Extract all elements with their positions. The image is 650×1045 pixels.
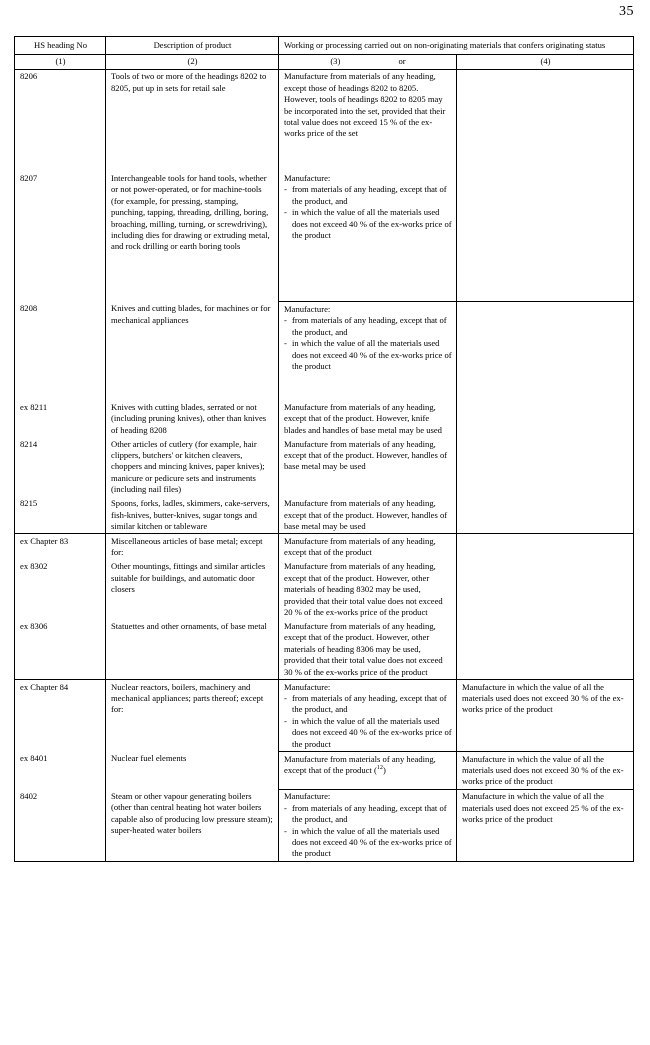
footnote-marker: 12 — [376, 764, 384, 772]
cell-alternative-rule — [457, 302, 634, 401]
cell-alternative-rule — [457, 437, 634, 497]
cell-description: Knives with cutting blades, serrated or not (including pruning knives), other than knives of heading 8208 — [106, 400, 279, 437]
cell-alternative-rule — [457, 560, 634, 620]
cell-alternative-rule: Manufacture in which the value of all the materials used does not exceed 30 % of the ex-works price of the product — [457, 752, 634, 790]
column-number-3-label: (3) — [330, 56, 341, 67]
rule-text: Manufacture from materials of any heading, except those of headings 8202 to 8205. However, tools of headings 8202 to 8205 may be incorporated into the set, provided that their total value does not exceed 15 % of the ex-works price of the set — [284, 71, 446, 139]
cell-alternative-rule: Manufacture in which the value of all the materials used does not exceed 25 % of the ex-works price of the product — [457, 789, 634, 861]
cell-hs-heading: 8206 — [15, 69, 106, 171]
cell-hs-heading: 8215 — [15, 497, 106, 534]
cell-hs-heading: 8214 — [15, 437, 106, 497]
cell-description: Miscellaneous articles of base metal; except for: — [106, 534, 279, 560]
table-header-numbers-row — [15, 55, 634, 69]
cell-working-processing — [279, 400, 457, 437]
column-or-label: or — [398, 56, 406, 67]
rule-condition-list — [284, 315, 452, 372]
cell-working-processing — [279, 437, 457, 497]
cell-description: Spoons, forks, ladles, skimmers, cake-servers, fish-knives, butter-knives, sugar tongs and similar kitchen or tableware — [106, 497, 279, 534]
rule-condition-item: - in which the value of all the materials used does not exceed 40 % of the ex-works price of the product — [284, 207, 452, 241]
table-row — [15, 680, 634, 752]
cell-alternative-rule — [457, 497, 634, 534]
cell-working-processing — [279, 752, 457, 790]
cell-working-processing — [279, 534, 457, 560]
cell-alternative-rule — [457, 171, 634, 302]
cell-working-processing — [279, 69, 457, 171]
cell-hs-heading: ex 8306 — [15, 619, 106, 679]
cell-working-processing — [279, 680, 457, 752]
cell-alternative-rule — [457, 400, 634, 437]
cell-description: Interchangeable tools for hand tools, whether or not power-operated, or for machine-tools (for example, for pressing, stamping, punching, tapping, threading, drilling, boring, broaching, milling, turning, or screwdriving), including dies for drawing or extruding metal, and rock drilling or earth boring tools — [106, 171, 279, 302]
table-row — [15, 560, 634, 620]
cell-hs-heading: 8402 — [15, 789, 106, 861]
rule-condition-item: - from materials of any heading, except that of the product, and — [284, 315, 452, 338]
rule-text: Manufacture from materials of any heading, except that of the product. However, other materials of heading 8306 may be used, provided that their total value does not exceed 30 % of the ex-works price of the product — [284, 620, 443, 677]
rule-condition-item: - in which the value of all the materials used does not exceed 40 % of the ex-works price of the product — [284, 826, 452, 860]
rule-condition-item: - from materials of any heading, except that of the product, and — [284, 693, 452, 716]
origin-rules-table — [14, 36, 634, 862]
column-number-1: (1) — [15, 55, 106, 69]
rule-condition-list — [284, 184, 452, 241]
cell-description: Other articles of cutlery (for example, hair clippers, butchers' or kitchen cleavers, choppers and mincing knives, paper knives); manicure or pedicure sets and instruments (including nail files) — [106, 437, 279, 497]
table-row — [15, 534, 634, 560]
cell-hs-heading: 8207 — [15, 171, 106, 302]
cell-hs-heading: ex 8211 — [15, 400, 106, 437]
table-row — [15, 400, 634, 437]
table-row — [15, 497, 634, 534]
cell-working-processing — [279, 789, 457, 861]
cell-description: Statuettes and other ornaments, of base metal — [106, 619, 279, 679]
column-header-description: Description of product — [106, 37, 279, 55]
cell-working-processing — [279, 497, 457, 534]
table-header-row — [15, 37, 634, 55]
rule-text: Manufacture: — [284, 303, 331, 314]
rule-text: Manufacture from materials of any heading, except that of the product — [284, 535, 436, 558]
cell-description: Knives and cutting blades, for machines or for mechanical appliances — [106, 302, 279, 401]
rule-text: Manufacture from materials of any heading, except that of the product. However, handles of base metal may be used — [284, 498, 448, 532]
cell-hs-heading: ex 8302 — [15, 560, 106, 620]
cell-alternative-rule — [457, 69, 634, 171]
cell-working-processing — [279, 171, 457, 302]
rule-condition-item: - from materials of any heading, except that of the product, and — [284, 803, 452, 826]
cell-working-processing — [279, 302, 457, 401]
cell-alternative-rule: Manufacture in which the value of all the materials used does not exceed 30 % of the ex-works price of the product — [457, 680, 634, 752]
cell-hs-heading: ex 8401 — [15, 752, 106, 790]
rule-condition-item: - in which the value of all the materials used does not exceed 40 % of the ex-works price of the product — [284, 338, 452, 372]
rule-text: Manufacture from materials of any heading, except that of the product. However, other materials of heading 8302 may be used, provided that their total value does not exceed 20 % of the ex-works price of the product — [284, 561, 443, 618]
column-number-4: (4) — [457, 55, 634, 69]
cell-alternative-rule — [457, 619, 634, 679]
rule-text: Manufacture from materials of any heading, except that of the product ($^{12}$) — [284, 753, 436, 775]
rule-condition-list — [284, 693, 452, 750]
cell-hs-heading: ex Chapter 84 — [15, 680, 106, 752]
table-row — [15, 437, 634, 497]
rule-text: Manufacture: — [284, 681, 331, 692]
cell-hs-heading: 8208 — [15, 302, 106, 401]
rule-text: Manufacture from materials of any heading, except that of the product. However, knife blades and handles of base metal may be used — [284, 401, 442, 435]
cell-description: Steam or other vapour generating boilers (other than central heating hot water boilers capable also of producing low pressure steam); super-heated water boilers — [106, 789, 279, 861]
table-row — [15, 752, 634, 790]
column-header-working-processing: Working or processing carried out on non-originating materials that confers originating status — [279, 37, 634, 55]
table-body — [15, 69, 634, 861]
table-row — [15, 789, 634, 861]
cell-description: Tools of two or more of the headings 8202 to 8205, put up in sets for retail sale — [106, 69, 279, 171]
rule-condition-list — [284, 803, 452, 860]
rule-condition-item: - in which the value of all the materials used does not exceed 40 % of the ex-works price of the product — [284, 716, 452, 750]
cell-description: Other mountings, fittings and similar articles suitable for buildings, and automatic door closers — [106, 560, 279, 620]
cell-description: Nuclear reactors, boilers, machinery and mechanical appliances; parts thereof; except for: — [106, 680, 279, 752]
column-number-2: (2) — [106, 55, 279, 69]
cell-working-processing — [279, 560, 457, 620]
rule-text: Manufacture: — [284, 172, 331, 183]
cell-hs-heading: ex Chapter 83 — [15, 534, 106, 560]
table-row — [15, 619, 634, 679]
cell-working-processing — [279, 619, 457, 679]
column-number-3 — [279, 55, 457, 69]
rule-text: Manufacture from materials of any heading, except that of the product. However, handles of base metal may be used — [284, 438, 448, 472]
table-row — [15, 171, 634, 302]
rule-text: Manufacture: — [284, 791, 331, 802]
table-row — [15, 69, 634, 171]
column-header-hs-heading: HS heading No — [15, 37, 106, 55]
cell-description: Nuclear fuel elements — [106, 752, 279, 790]
rule-condition-item: - from materials of any heading, except that of the product, and — [284, 184, 452, 207]
cell-alternative-rule — [457, 534, 634, 560]
table-row — [15, 302, 634, 401]
page-number: 35 — [619, 4, 634, 19]
